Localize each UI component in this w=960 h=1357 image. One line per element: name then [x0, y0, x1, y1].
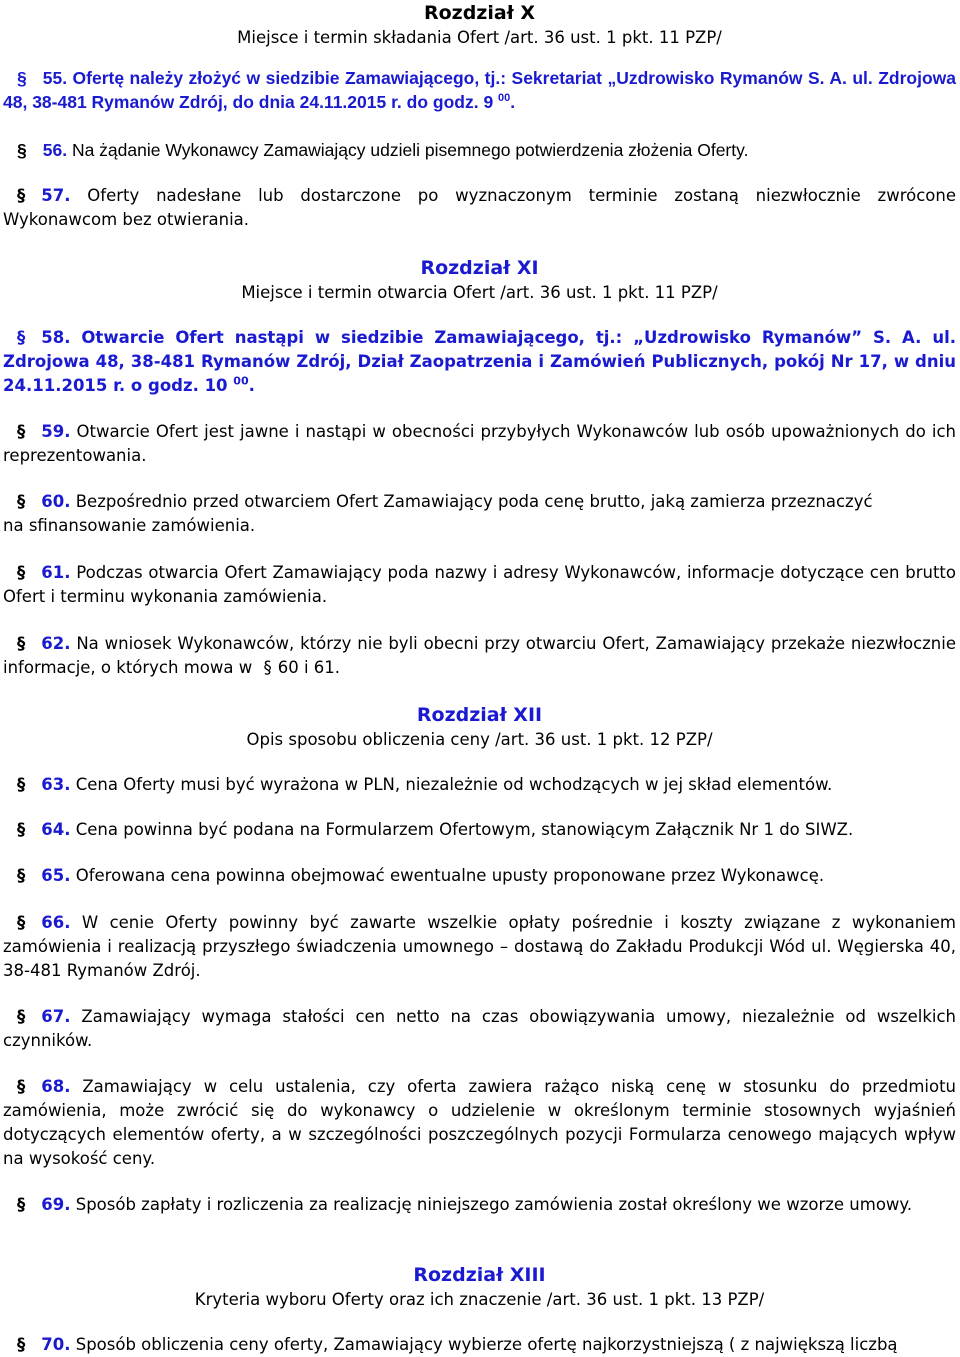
- paragraph-number: 68.: [41, 1077, 71, 1096]
- paragraph-number: 66.: [41, 913, 71, 932]
- paragraph-58: [3, 326, 956, 398]
- chapter-title: Rozdział XIII: [413, 1264, 546, 1286]
- paragraph-text: Na wniosek Wykonawców, którzy nie byli obecni przy otwarciu Ofert, Zamawiający przekaże niezwłocznie informacje, o których mowa w: [3, 634, 956, 677]
- section-sign: §: [17, 775, 26, 794]
- paragraph-number: 60.: [41, 492, 71, 511]
- chapter-title: Rozdział XI: [420, 257, 539, 279]
- section-sign: §: [17, 913, 26, 932]
- paragraph-59: [3, 420, 956, 468]
- paragraph-66: [3, 911, 956, 983]
- paragraph-text: Sposób zapłaty i rozliczenia za realizację niniejszego zamówienia został określony we wzorze umowy.: [75, 1195, 913, 1214]
- paragraph-text: Cena powinna być podana na Formularzem Ofertowym, stanowiącym Załącznik Nr 1 do SIWZ.: [75, 820, 854, 839]
- paragraph-62: [3, 632, 956, 680]
- paragraph-65: [3, 864, 956, 888]
- section-sign: §: [17, 1077, 26, 1096]
- paragraph-text: W cenie Oferty powinny być zawarte wszelkie opłaty pośrednie i koszty związane z wykonaniem zamówienia i realizacją przyszłego świadczenia umownego – dostawą do Zakładu Produkcji Wód ul. Węgierska 40, 38-481 Rymanów Zdrój.: [3, 913, 956, 980]
- paragraph-number: 59.: [41, 422, 71, 441]
- section-sign: §: [17, 1007, 26, 1026]
- chapter-11-heading: [3, 255, 956, 305]
- paragraph-number: 62.: [41, 634, 71, 653]
- paragraph-number: 65.: [41, 866, 71, 885]
- paragraph-text: Oferowana cena powinna obejmować ewentualne upusty proponowane przez Wykonawcę.: [75, 866, 825, 885]
- paragraph-number: 67.: [41, 1007, 71, 1026]
- section-sign: §: [17, 422, 26, 441]
- paragraph-56: [3, 138, 956, 162]
- paragraph-68: [3, 1075, 956, 1171]
- paragraph-text: Ofertę należy złożyć w siedzibie Zamawiającego, tj.: Sekretariat „Uzdrowisko Rymanów S. A. ul. Zdrojowa 48, 38-481 Rymanów Zdrój, do dnia 24.11.2015 r. do godz. 9: [3, 68, 956, 112]
- superscript: 00: [233, 374, 249, 388]
- paragraph-text: Zamawiający wymaga stałości cen netto na czas obowiązywania umowy, niezależnie od wszelkich czynników.: [3, 1007, 956, 1050]
- paragraph-number: 64.: [41, 820, 71, 839]
- paragraph-text: Otwarcie Ofert nastąpi w siedzibie Zamawiającego, tj.: „Uzdrowisko Rymanów” S. A. ul. Zdrojowa 48, 38-481 Rymanów Zdrój, Dział Zaopatrzenia i Zamówień Publicznych, pokój Nr 17, w dniu 24.11.2015 r. o godz. 10: [3, 328, 956, 395]
- chapter-subtitle: Miejsce i termin składania Ofert /art. 36 ust. 1 pkt. 11 PZP/: [237, 28, 722, 47]
- paragraph-number: 70.: [41, 1335, 71, 1354]
- section-sign: §: [17, 140, 27, 160]
- paragraph-number: 57.: [41, 186, 71, 205]
- section-sign: §: [17, 820, 26, 839]
- section-sign: §: [17, 563, 26, 582]
- paragraph-text-line-1: Bezpośrednio przed otwarciem Ofert Zamawiający poda cenę brutto, jaką zamierza przeznaczyć: [75, 492, 873, 511]
- paragraph-text: Sposób obliczenia ceny oferty, Zamawiający wybierze ofertę najkorzystniejszą ( z największą liczbą: [75, 1335, 898, 1354]
- section-sign: §: [17, 634, 26, 653]
- chapter-subtitle: Opis sposobu obliczenia ceny /art. 36 ust. 1 pkt. 12 PZP/: [246, 730, 713, 749]
- section-sign: §: [17, 492, 26, 511]
- paragraph-number: 58.: [41, 328, 71, 347]
- paragraph-text: Na żądanie Wykonawcy Zamawiający udzieli pisemnego potwierdzenia złożenia Oferty.: [71, 140, 749, 160]
- paragraph-number: 69.: [41, 1195, 71, 1214]
- paragraph-60: [3, 490, 956, 538]
- paragraph-text: Zamawiający w celu ustalenia, czy oferta zawiera rażąco niską cenę w stosunku do przedmiotu zamówienia, może zwrócić się do wykonawcy o udzielenie w określonym terminie stosownych wyjaśnień dotyczących elementów oferty, a w szczególności poszczególnych pozycji Formularza cenowego mających wpływ na wysokość ceny.: [3, 1077, 956, 1168]
- paragraph-69: [3, 1193, 956, 1217]
- paragraph-55: [3, 66, 956, 114]
- chapter-10-heading: [3, 0, 956, 50]
- chapter-13-heading: [3, 1262, 956, 1312]
- section-sign: §: [17, 866, 26, 885]
- paragraph-61: [3, 561, 956, 609]
- paragraph-text: Podczas otwarcia Ofert Zamawiający poda nazwy i adresy Wykonawców, informacje dotyczące cen brutto Ofert i terminu wykonania zamówienia.: [3, 563, 956, 606]
- chapter-subtitle: Kryteria wyboru Oferty oraz ich znaczenie /art. 36 ust. 1 pkt. 13 PZP/: [194, 1290, 765, 1309]
- paragraph-number: 56.: [42, 140, 68, 160]
- section-sign: §: [17, 1335, 26, 1354]
- paragraph-text: Cena Oferty musi być wyrażona w PLN, niezależnie od wchodzących w jej skład elementów.: [75, 775, 833, 794]
- chapter-title: Rozdział XII: [416, 704, 543, 726]
- paragraph-reference: 60 i 61.: [277, 658, 341, 677]
- section-sign: §: [17, 186, 26, 205]
- paragraph-67: [3, 1005, 956, 1053]
- superscript: 00: [498, 92, 511, 105]
- section-sign: §: [17, 328, 26, 347]
- paragraph-63: [3, 773, 956, 797]
- section-sign: §: [263, 658, 272, 677]
- paragraph-text-line-2: na sfinansowanie zamówienia.: [3, 516, 256, 535]
- paragraph-70: [3, 1333, 956, 1357]
- chapter-title: Rozdział X: [423, 2, 536, 24]
- chapter-subtitle: Miejsce i termin otwarcia Ofert /art. 36 ust. 1 pkt. 11 PZP/: [241, 283, 718, 302]
- paragraph-text: Oferty nadesłane lub dostarczone po wyznaczonym terminie zostaną niezwłocznie zwrócone Wykonawcom bez otwierania.: [3, 186, 956, 229]
- paragraph-end: .: [510, 92, 516, 112]
- paragraph-end: .: [248, 376, 255, 395]
- paragraph-57: [3, 184, 956, 232]
- paragraph-number: 61.: [41, 563, 71, 582]
- section-sign: §: [17, 1195, 26, 1214]
- paragraph-64: [3, 818, 956, 842]
- chapter-12-heading: [3, 702, 956, 752]
- section-sign: §: [17, 68, 27, 88]
- paragraph-text: Otwarcie Ofert jest jawne i nastąpi w obecności przybyłych Wykonawców lub osób upoważnionych do ich reprezentowania.: [3, 422, 956, 465]
- paragraph-number: 63.: [41, 775, 71, 794]
- paragraph-number: 55.: [42, 68, 68, 88]
